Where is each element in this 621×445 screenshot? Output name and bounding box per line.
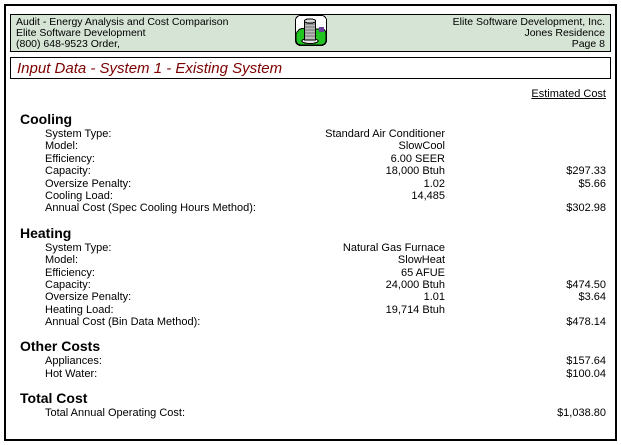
row-label: System Type: <box>45 241 112 254</box>
data-row <box>6 140 615 152</box>
data-row <box>6 128 615 140</box>
row-value: 14,485 <box>411 189 445 202</box>
row-value: SlowHeat <box>397 254 445 267</box>
report-section <box>6 112 615 215</box>
company-phone: (800) 648-9523 Order, <box>16 37 120 50</box>
row-cost: $100.04 <box>566 367 606 380</box>
licensee-name: Elite Software Development, Inc. <box>452 16 605 28</box>
row-label: Oversize Penalty: <box>45 291 132 304</box>
project-name: Jones Residence <box>524 26 605 39</box>
estimated-cost-column-header: Estimated Cost <box>531 88 606 100</box>
data-row <box>6 165 615 177</box>
row-value: 18,000 Btuh <box>385 165 445 178</box>
data-row <box>6 190 615 202</box>
row-label: Heating Load: <box>45 303 114 316</box>
row-label: Oversize Penalty: <box>45 177 132 190</box>
page-number: Page 8 <box>571 37 605 50</box>
report-section <box>6 339 615 380</box>
row-label: System Type: <box>45 128 112 140</box>
company-name: Elite Software Development <box>16 26 146 39</box>
row-label: Annual Cost (Spec Cooling Hours Method): <box>45 202 256 215</box>
row-label: Cooling Load: <box>45 189 113 202</box>
row-cost: $3.64 <box>578 291 606 304</box>
data-row <box>6 291 615 303</box>
row-value: 6.00 SEER <box>390 152 445 165</box>
row-value: 19,714 Btuh <box>385 303 445 316</box>
data-row <box>6 316 615 328</box>
data-row <box>6 407 615 419</box>
report-title: Input Data - System 1 - Existing System <box>17 60 283 77</box>
row-cost: $302.98 <box>566 202 606 215</box>
header-left-block <box>16 17 228 49</box>
section-heading: Total Cost <box>20 390 88 407</box>
row-label: Capacity: <box>45 278 91 291</box>
row-cost: $478.14 <box>566 316 606 329</box>
data-row <box>6 355 615 367</box>
row-label: Model: <box>45 140 79 153</box>
row-label: Efficiency: <box>45 266 95 279</box>
row-cost: $157.64 <box>566 355 606 368</box>
report-section <box>6 391 615 419</box>
report-section <box>6 226 615 329</box>
data-row <box>6 178 615 190</box>
row-label: Total Annual Operating Cost: <box>45 407 186 420</box>
row-label: Appliances: <box>45 355 102 368</box>
row-value: 1.01 <box>423 291 445 304</box>
audit-app-icon <box>294 14 328 52</box>
section-heading: Heating <box>20 224 72 241</box>
row-value: 24,000 Btuh <box>385 278 445 291</box>
report-app-title: Audit - Energy Analysis and Cost Comparison <box>16 16 229 28</box>
section-heading: Cooling <box>20 111 73 127</box>
data-row <box>6 368 615 380</box>
row-cost: $297.33 <box>566 165 606 178</box>
row-value: Natural Gas Furnace <box>342 241 445 254</box>
row-value: SlowCool <box>398 140 445 153</box>
section-heading: Other Costs <box>20 338 101 355</box>
row-label: Efficiency: <box>45 152 95 165</box>
row-label: Model: <box>45 254 79 267</box>
row-cost: $474.50 <box>566 278 606 291</box>
data-row <box>6 267 615 279</box>
data-row <box>6 254 615 266</box>
header-right-block <box>453 17 605 49</box>
row-value: 1.02 <box>423 177 445 190</box>
data-row <box>6 153 615 165</box>
row-label: Annual Cost (Bin Data Method): <box>45 316 201 329</box>
row-value: 65 AFUE <box>400 266 445 279</box>
report-header <box>10 14 611 52</box>
report-title-bar <box>10 57 611 79</box>
row-label: Capacity: <box>45 165 91 178</box>
row-cost: $1,038.80 <box>557 407 606 420</box>
row-label: Hot Water: <box>45 367 98 380</box>
data-row <box>6 242 615 254</box>
row-cost: $5.66 <box>578 177 606 190</box>
report-body <box>6 107 615 420</box>
data-row <box>6 304 615 316</box>
data-row <box>6 279 615 291</box>
report-page <box>4 4 617 441</box>
row-value: Standard Air Conditioner <box>325 128 445 140</box>
data-row <box>6 202 615 214</box>
